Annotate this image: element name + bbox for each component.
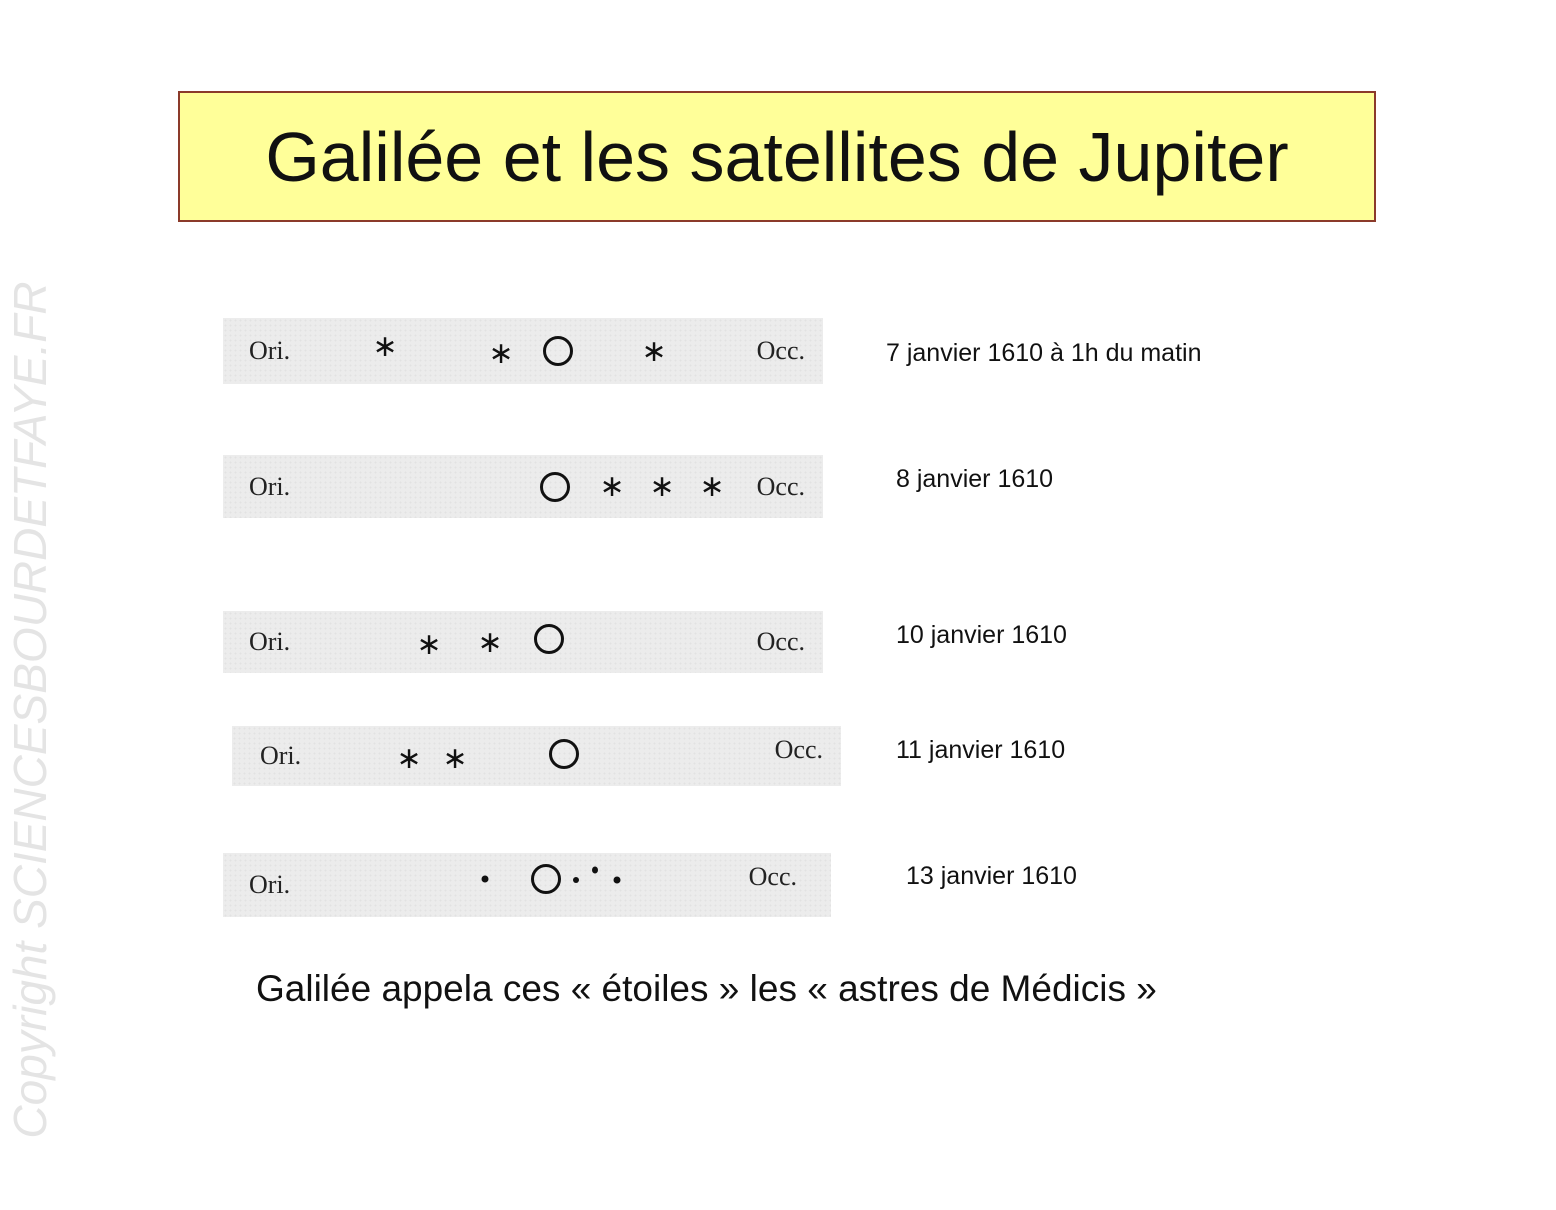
orient-label: Ori. [249,627,291,656]
satellite-star: ∗ [599,468,625,504]
orient-label: Ori. [249,336,291,365]
satellite-star: ∗ [396,741,422,776]
footer-caption: Galilée appela ces « étoiles » les « astres de Médicis » [256,968,1157,1009]
jupiter-circle [534,624,564,654]
observation-date-1: 7 janvier 1610 à 1h du matin [886,339,1202,367]
satellite-star: ∗ [488,335,514,371]
observation-strip-3 [223,611,823,673]
satellite-dot [614,876,621,883]
occident-label: Occ. [756,627,805,656]
satellite-star: ∗ [641,334,667,370]
satellite-star: ∗ [372,329,398,365]
orient-label: Ori. [249,870,291,899]
satellite-dot [573,877,579,883]
observation-date-5: 13 janvier 1610 [906,862,1077,890]
page-title: Galilée et les satellites de Jupiter [265,117,1289,196]
observation-date-2: 8 janvier 1610 [896,465,1054,493]
satellite-dot [592,867,598,874]
occident-label: Occ. [756,336,805,365]
satellite-star: ∗ [477,625,503,661]
satellite-star: ∗ [442,741,468,776]
observation-date-3: 10 janvier 1610 [896,621,1067,649]
copyright-watermark: Copyright SCIENCESBOURDETFAYE.FR [4,281,56,1139]
observation-strip-2 [223,455,823,518]
jupiter-circle [543,336,573,366]
title-box [178,91,1376,222]
satellite-star: ∗ [416,627,442,663]
satellite-dot [482,875,489,882]
observation-strip-4 [232,726,841,786]
jupiter-circle [549,739,579,769]
observation-strip-1 [223,318,823,384]
observation-strip-5 [223,853,831,917]
satellite-star: ∗ [699,468,725,504]
observation-date-4: 11 janvier 1610 [896,736,1066,764]
occident-label: Occ. [774,735,823,764]
jupiter-circle [540,472,570,502]
occident-label: Occ. [748,862,797,892]
occident-label: Occ. [756,471,805,501]
orient-label: Ori. [260,741,302,770]
jupiter-circle [531,864,561,894]
satellite-star: ∗ [649,468,675,504]
orient-label: Ori. [249,471,291,501]
